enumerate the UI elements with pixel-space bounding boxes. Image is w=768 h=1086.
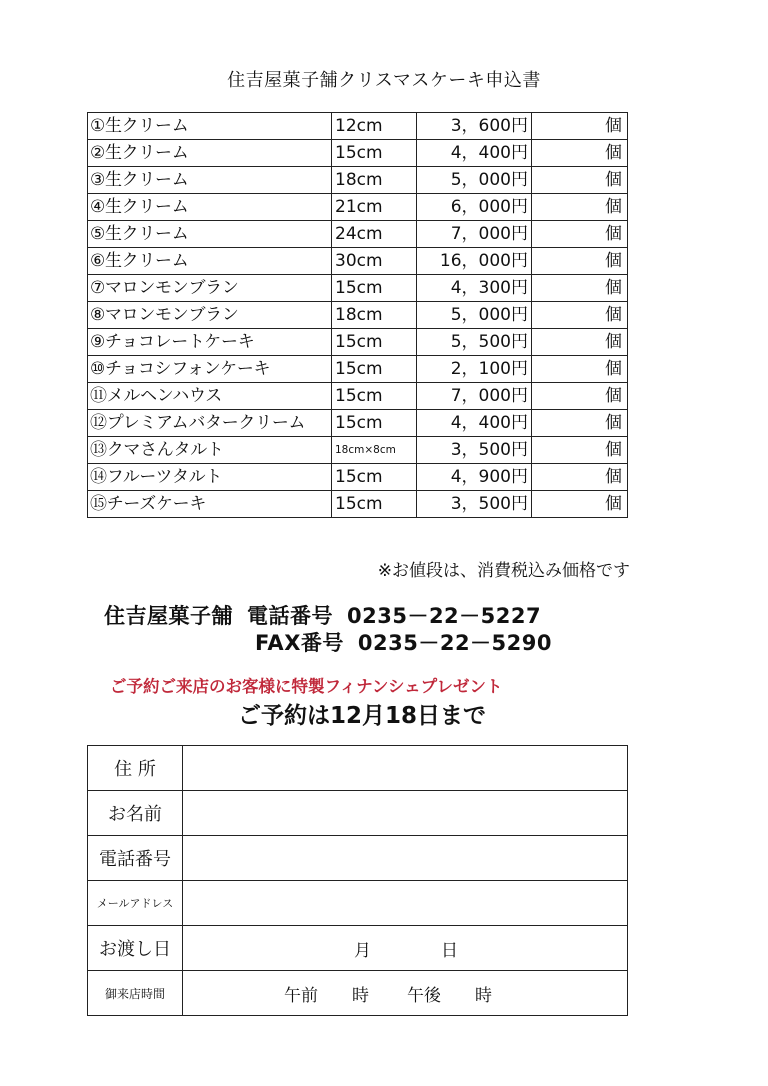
item-price: 5，000円 [417, 302, 532, 329]
item-name: ⑪メルヘンハウス [88, 383, 332, 410]
email-label: メールアドレス [88, 881, 183, 926]
item-size: 21cm [332, 194, 417, 221]
shop-fax-line [255, 627, 552, 657]
item-size: 12cm [332, 113, 417, 140]
day-label: 日 [441, 940, 458, 961]
menu-row [88, 221, 628, 248]
phone-number: 0235－22－5227 [347, 604, 542, 628]
menu-row [88, 167, 628, 194]
item-size: 15cm [332, 491, 417, 518]
item-size: 30cm [332, 248, 417, 275]
item-quantity-unit[interactable]: 個 [532, 221, 628, 248]
item-quantity-unit[interactable]: 個 [532, 437, 628, 464]
form-row-phone [88, 836, 628, 881]
item-name: ⑤生クリーム [88, 221, 332, 248]
cake-menu-table [87, 112, 628, 518]
item-name: ⑭フルーツタルト [88, 464, 332, 491]
menu-row [88, 194, 628, 221]
item-price: 4，400円 [417, 140, 532, 167]
visit-time-field[interactable] [183, 971, 628, 1016]
item-quantity-unit[interactable]: 個 [532, 194, 628, 221]
item-quantity-unit[interactable]: 個 [532, 410, 628, 437]
address-label: 住 所 [88, 746, 183, 791]
phone-field[interactable] [183, 836, 628, 881]
gift-announcement: ご予約ご来店のお客様に特製フィナンシェプレゼント [110, 677, 503, 696]
menu-row [88, 140, 628, 167]
item-price: 3，600円 [417, 113, 532, 140]
item-price: 7，000円 [417, 221, 532, 248]
item-price: 5，500円 [417, 329, 532, 356]
address-field[interactable] [183, 746, 628, 791]
item-price: 6，000円 [417, 194, 532, 221]
phone-field-label: 電話番号 [88, 836, 183, 881]
menu-row [88, 113, 628, 140]
form-row-address [88, 746, 628, 791]
tax-note: ※お値段は、消費税込み価格です [377, 561, 630, 581]
shop-phone-line [104, 600, 541, 630]
item-price: 3，500円 [417, 491, 532, 518]
fax-number: 0235－22－5290 [357, 631, 553, 655]
am-label: 午前 [284, 985, 318, 1006]
item-size: 15cm [332, 410, 417, 437]
email-field[interactable] [183, 881, 628, 926]
menu-row [88, 329, 628, 356]
item-price: 3，500円 [417, 437, 532, 464]
item-quantity-unit[interactable]: 個 [532, 248, 628, 275]
item-quantity-unit[interactable]: 個 [532, 383, 628, 410]
delivery-date-label: お渡し日 [88, 926, 183, 971]
name-field[interactable] [183, 791, 628, 836]
menu-row [88, 275, 628, 302]
menu-row [88, 383, 628, 410]
menu-row [88, 356, 628, 383]
item-size: 18cm [332, 167, 417, 194]
name-label: お名前 [88, 791, 183, 836]
fax-label: FAX番号 [255, 631, 344, 655]
item-size: 15cm [332, 140, 417, 167]
item-name: ⑨チョコレートケーキ [88, 329, 332, 356]
item-name: ②生クリーム [88, 140, 332, 167]
menu-row [88, 302, 628, 329]
item-name: ③生クリーム [88, 167, 332, 194]
item-name: ④生クリーム [88, 194, 332, 221]
reservation-deadline: ご予約は12月18日まで [238, 703, 487, 729]
item-size: 18cm [332, 302, 417, 329]
item-size: 15cm [332, 356, 417, 383]
item-quantity-unit[interactable]: 個 [532, 167, 628, 194]
item-size: 15cm [332, 464, 417, 491]
item-name: ⑩チョコシフォンケーキ [88, 356, 332, 383]
pm-label: 午後 [407, 985, 441, 1006]
item-size: 24cm [332, 221, 417, 248]
menu-row [88, 248, 628, 275]
item-quantity-unit[interactable]: 個 [532, 113, 628, 140]
item-size: 18cm×8cm [332, 437, 417, 464]
item-quantity-unit[interactable]: 個 [532, 356, 628, 383]
item-price: 4，400円 [417, 410, 532, 437]
form-row-visit-time [88, 971, 628, 1016]
item-name: ⑦マロンモンブラン [88, 275, 332, 302]
item-size: 15cm [332, 329, 417, 356]
item-size: 15cm [332, 383, 417, 410]
menu-row [88, 410, 628, 437]
item-size: 15cm [332, 275, 417, 302]
menu-row [88, 464, 628, 491]
month-label: 月 [354, 940, 371, 961]
item-quantity-unit[interactable]: 個 [532, 140, 628, 167]
item-name: ⑬クマさんタルト [88, 437, 332, 464]
item-price: 7，000円 [417, 383, 532, 410]
form-row-email [88, 881, 628, 926]
phone-label: 電話番号 [247, 604, 333, 628]
item-price: 4，900円 [417, 464, 532, 491]
shop-name: 住吉屋菓子舗 [104, 604, 233, 628]
form-row-delivery [88, 926, 628, 971]
visit-time-label: 御来店時間 [88, 971, 183, 1016]
item-quantity-unit[interactable]: 個 [532, 464, 628, 491]
item-price: 5，000円 [417, 167, 532, 194]
menu-row [88, 491, 628, 518]
item-price: 16，000円 [417, 248, 532, 275]
order-form-table [87, 745, 628, 1016]
item-price: 2，100円 [417, 356, 532, 383]
item-name: ⑮チーズケーキ [88, 491, 332, 518]
form-row-name [88, 791, 628, 836]
item-price: 4，300円 [417, 275, 532, 302]
page-title: 住吉屋菓子舗クリスマスケーキ申込書 [227, 70, 541, 91]
item-name: ⑫プレミアムバタークリーム [88, 410, 332, 437]
item-name: ⑧マロンモンブラン [88, 302, 332, 329]
item-quantity-unit[interactable]: 個 [532, 329, 628, 356]
delivery-date-field[interactable] [183, 926, 628, 971]
menu-row [88, 437, 628, 464]
item-name: ①生クリーム [88, 113, 332, 140]
item-quantity-unit[interactable]: 個 [532, 275, 628, 302]
item-quantity-unit[interactable]: 個 [532, 491, 628, 518]
item-name: ⑥生クリーム [88, 248, 332, 275]
am-hour-label: 時 [352, 985, 369, 1006]
pm-hour-label: 時 [475, 985, 492, 1006]
item-quantity-unit[interactable]: 個 [532, 302, 628, 329]
